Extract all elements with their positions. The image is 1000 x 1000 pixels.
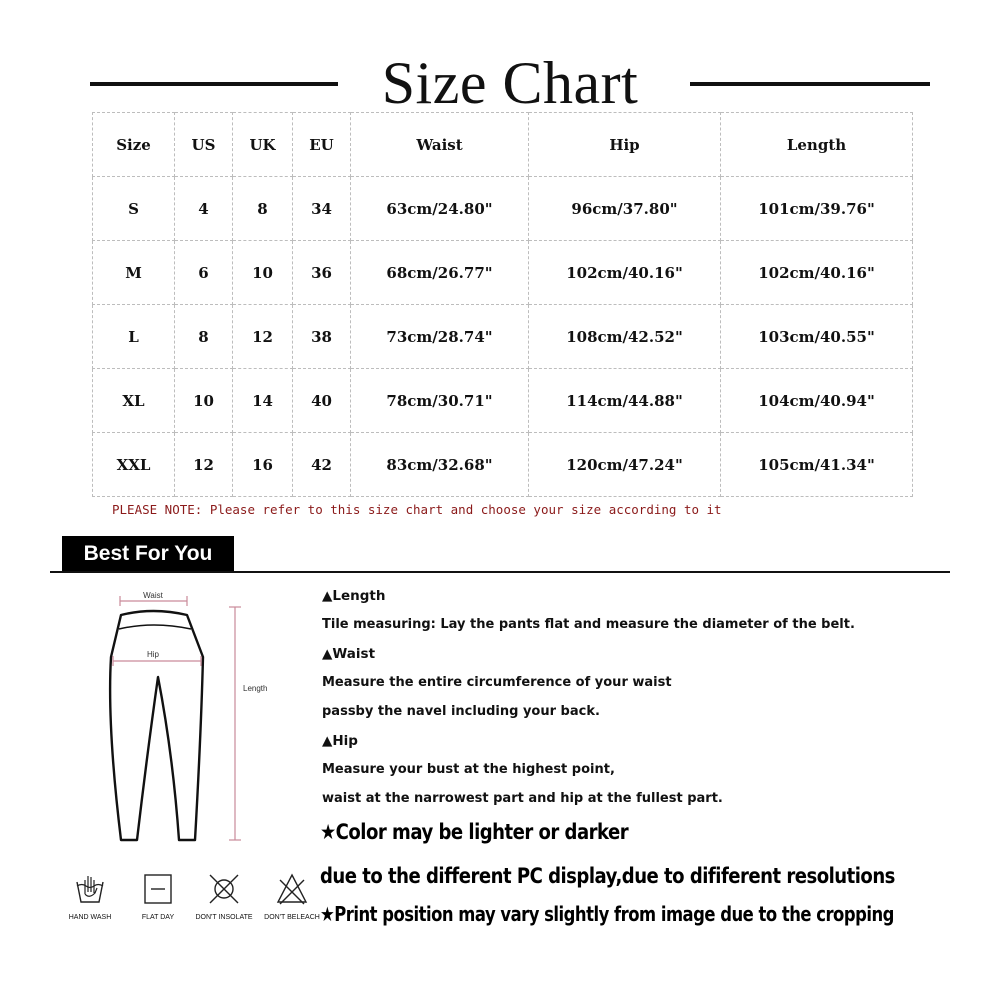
table-row xyxy=(93,241,913,305)
care-item-flat-dry xyxy=(123,872,193,921)
cell-size: M xyxy=(93,241,175,305)
waist-text-2: passby the navel including your back. xyxy=(322,704,600,719)
hip-label: Hip xyxy=(146,650,160,659)
care-label-flat-dry: FLAT DAY xyxy=(141,914,175,921)
header-us: US xyxy=(175,113,233,177)
table-header-row xyxy=(93,113,913,177)
dont-insolate-icon xyxy=(207,872,241,906)
cell-waist: 83cm/32.68" xyxy=(351,433,529,497)
header-size: Size xyxy=(93,113,175,177)
header-uk: UK xyxy=(233,113,293,177)
header-eu: EU xyxy=(293,113,351,177)
cell-waist: 73cm/28.74" xyxy=(351,305,529,369)
section-divider xyxy=(50,571,950,573)
care-item-hand-wash xyxy=(55,872,125,921)
waist-label: Waist xyxy=(143,591,163,600)
cell-uk: 16 xyxy=(233,433,293,497)
cell-waist: 78cm/30.71" xyxy=(351,369,529,433)
table-row xyxy=(93,433,913,497)
cell-waist: 68cm/26.77" xyxy=(351,241,529,305)
waist-measure xyxy=(120,591,187,606)
cell-hip: 120cm/47.24" xyxy=(529,433,721,497)
hip-measure xyxy=(113,650,201,666)
cell-uk: 12 xyxy=(233,305,293,369)
flat-dry-icon xyxy=(141,872,175,906)
cell-length: 101cm/39.76" xyxy=(721,177,913,241)
cell-length: 104cm/40.94" xyxy=(721,369,913,433)
cell-uk: 10 xyxy=(233,241,293,305)
cell-size: L xyxy=(93,305,175,369)
hand-wash-icon xyxy=(73,872,107,906)
cell-us: 10 xyxy=(175,369,233,433)
cell-size: S xyxy=(93,177,175,241)
color-notice: ★Color may be lighter or darker xyxy=(320,820,629,844)
care-label-dont-insolate: DON'T INSOLATE xyxy=(195,914,253,921)
cell-length: 102cm/40.16" xyxy=(721,241,913,305)
cell-us: 6 xyxy=(175,241,233,305)
cell-us: 8 xyxy=(175,305,233,369)
pants-measurement-diagram xyxy=(95,585,295,855)
hip-heading: ▲Hip xyxy=(322,733,358,749)
hip-text-1: Measure your bust at the highest point, xyxy=(322,762,615,777)
length-measure xyxy=(229,607,267,840)
care-icons xyxy=(55,872,325,942)
pants-outline xyxy=(110,611,203,840)
print-notice: ★Print position may vary slightly from image due to the cropping xyxy=(320,902,894,926)
measurement-instructions xyxy=(322,586,982,818)
cell-us: 12 xyxy=(175,433,233,497)
cell-waist: 63cm/24.80" xyxy=(351,177,529,241)
care-item-dont-bleach xyxy=(257,872,327,921)
header-hip: Hip xyxy=(529,113,721,177)
cell-us: 4 xyxy=(175,177,233,241)
cell-eu: 36 xyxy=(293,241,351,305)
length-label: Length xyxy=(243,684,268,693)
cell-hip: 108cm/42.52" xyxy=(529,305,721,369)
cell-hip: 96cm/37.80" xyxy=(529,177,721,241)
cell-size: XXL xyxy=(93,433,175,497)
header-waist: Waist xyxy=(351,113,529,177)
waist-text-1: Measure the entire circumference of your waist xyxy=(322,675,672,690)
dont-bleach-icon xyxy=(275,872,309,906)
cell-length: 105cm/41.34" xyxy=(721,433,913,497)
best-for-you-label: Best For You xyxy=(62,536,234,572)
table-row xyxy=(93,305,913,369)
length-heading: ▲Length xyxy=(322,588,386,604)
care-label-dont-bleach: DON'T BELEACH xyxy=(264,914,320,921)
cell-eu: 40 xyxy=(293,369,351,433)
size-chart-header xyxy=(90,48,930,118)
cell-size: XL xyxy=(93,369,175,433)
size-note: PLEASE NOTE: Please refer to this size chart and choose your size according to it xyxy=(112,502,722,517)
waist-heading: ▲Waist xyxy=(322,646,376,662)
title-rule-right xyxy=(690,82,930,86)
display-notice: due to the different PC display,due to dififerent resolutions xyxy=(320,864,895,888)
cell-uk: 8 xyxy=(233,177,293,241)
table-row xyxy=(93,369,913,433)
cell-eu: 34 xyxy=(293,177,351,241)
care-item-dont-insolate xyxy=(189,872,259,921)
page-title: Size Chart xyxy=(381,50,639,116)
cell-hip: 102cm/40.16" xyxy=(529,241,721,305)
cell-uk: 14 xyxy=(233,369,293,433)
cell-length: 103cm/40.55" xyxy=(721,305,913,369)
table-row xyxy=(93,177,913,241)
cell-eu: 38 xyxy=(293,305,351,369)
header-length: Length xyxy=(721,113,913,177)
cell-hip: 114cm/44.88" xyxy=(529,369,721,433)
care-label-hand-wash: HAND WASH xyxy=(68,914,112,921)
length-text: Tile measuring: Lay the pants flat and measure the diameter of the belt. xyxy=(322,617,855,632)
pants-waistband xyxy=(119,625,191,629)
cell-eu: 42 xyxy=(293,433,351,497)
hip-text-2: waist at the narrowest part and hip at the fullest part. xyxy=(322,791,723,806)
size-table xyxy=(92,112,913,497)
